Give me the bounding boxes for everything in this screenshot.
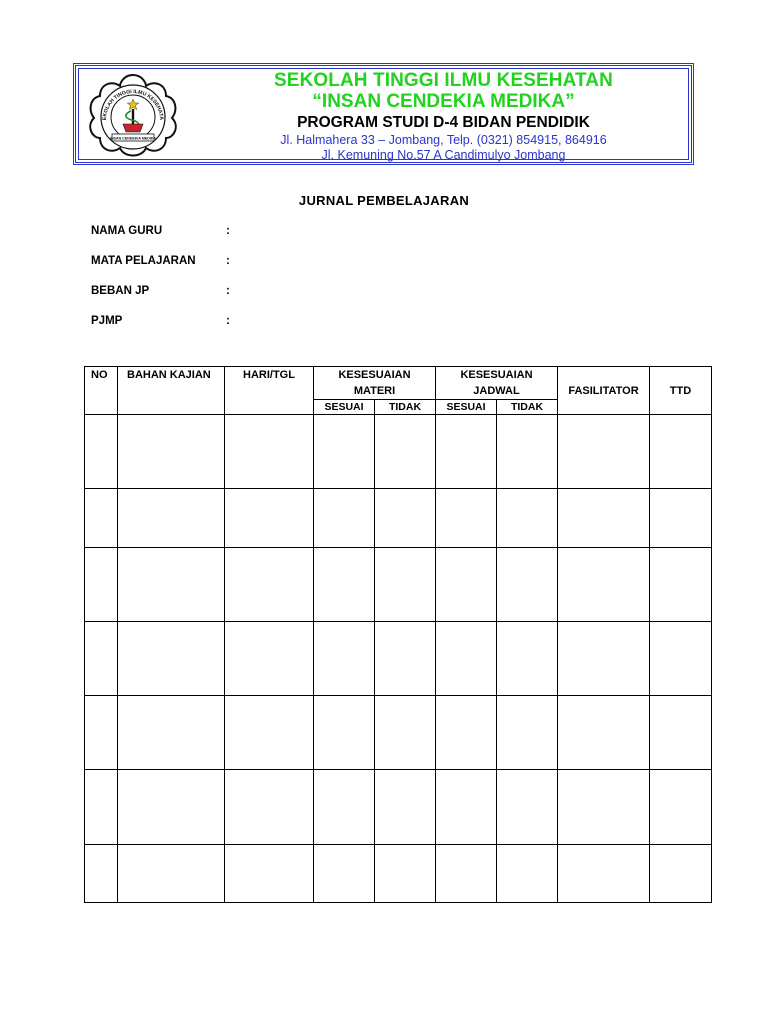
table-cell[interactable]: [436, 622, 497, 696]
table-cell[interactable]: [436, 770, 497, 845]
table-cell[interactable]: [375, 548, 436, 622]
field-label: MATA PELAJARAN: [91, 255, 196, 267]
table-cell[interactable]: [118, 415, 225, 489]
table-cell[interactable]: [436, 696, 497, 770]
table-cell[interactable]: [497, 489, 558, 548]
table-cell[interactable]: [118, 696, 225, 770]
table-cell[interactable]: [650, 770, 712, 845]
field-colon: :: [226, 255, 230, 267]
table-cell[interactable]: [497, 548, 558, 622]
table-row: [85, 415, 712, 489]
institution-logo: [88, 72, 178, 158]
table-cell[interactable]: [225, 415, 314, 489]
table-cell[interactable]: [85, 770, 118, 845]
table-cell[interactable]: [225, 770, 314, 845]
table-row: [85, 770, 712, 845]
logo-ring-text: EKOLAH TINGGI ILMU KESEHATA: [101, 88, 165, 121]
table-cell[interactable]: [497, 770, 558, 845]
table-cell[interactable]: [375, 696, 436, 770]
subheader-jadwal-tidak: TIDAK: [497, 400, 558, 415]
letterhead: [73, 63, 694, 165]
table-row: [85, 489, 712, 548]
table-cell[interactable]: [497, 845, 558, 903]
subheader-materi-sesuai: SESUAI: [314, 400, 375, 415]
program-name: PROGRAM STUDI D-4 BIDAN PENDIDIK: [297, 114, 590, 131]
table-cell[interactable]: [436, 845, 497, 903]
col-header-no: NO: [85, 367, 118, 415]
table-cell[interactable]: [558, 415, 650, 489]
table-cell[interactable]: [85, 489, 118, 548]
table-cell[interactable]: [225, 548, 314, 622]
field-colon: :: [226, 315, 230, 327]
field-colon: :: [226, 225, 230, 237]
table-cell[interactable]: [118, 622, 225, 696]
col-header-kesesuaian-jadwal: [436, 367, 558, 400]
table-cell[interactable]: [118, 845, 225, 903]
table-cell[interactable]: [85, 415, 118, 489]
col-header-fasilitator: FASILITATOR: [558, 367, 650, 415]
table-cell[interactable]: [375, 622, 436, 696]
table-header-row: [85, 367, 712, 400]
table-cell[interactable]: [558, 548, 650, 622]
table-cell[interactable]: [436, 489, 497, 548]
table-cell[interactable]: [497, 696, 558, 770]
table-cell[interactable]: [375, 489, 436, 548]
header-line: JADWAL: [473, 385, 520, 397]
table-cell[interactable]: [314, 415, 375, 489]
field-label: PJMP: [91, 315, 123, 327]
table-cell[interactable]: [650, 845, 712, 903]
col-header-kesesuaian-materi: [314, 367, 436, 400]
table-cell[interactable]: [225, 489, 314, 548]
institution-title: SEKOLAH TINGGI ILMU KESEHATAN: [274, 70, 613, 91]
col-header-bahan-kajian: BAHAN KAJIAN: [118, 367, 225, 415]
table-cell[interactable]: [314, 696, 375, 770]
institution-name: “INSAN CENDEKIA MEDIKA”: [312, 91, 575, 112]
table-cell[interactable]: [558, 845, 650, 903]
table-cell[interactable]: [314, 845, 375, 903]
table-row: [85, 622, 712, 696]
table-cell[interactable]: [375, 845, 436, 903]
table-row: [85, 548, 712, 622]
subheader-materi-tidak: TIDAK: [375, 400, 436, 415]
header-line: KESESUAIAN: [338, 369, 411, 381]
table-cell[interactable]: [497, 415, 558, 489]
table-row: [85, 845, 712, 903]
logo-banner-text: INSAN CENDEKIA MEDIKA: [110, 136, 156, 141]
table-cell[interactable]: [650, 696, 712, 770]
header-line: KESESUAIAN: [460, 369, 533, 381]
table-cell[interactable]: [650, 548, 712, 622]
table-cell[interactable]: [436, 548, 497, 622]
table-cell[interactable]: [558, 489, 650, 548]
journal-table: [84, 366, 712, 903]
table-cell[interactable]: [85, 696, 118, 770]
table-cell[interactable]: [118, 770, 225, 845]
header-line: MATERI: [353, 385, 396, 397]
field-colon: :: [226, 285, 230, 297]
table-body: [85, 415, 712, 903]
field-label: NAMA GURU: [91, 225, 163, 237]
table-cell[interactable]: [558, 622, 650, 696]
table-cell[interactable]: [314, 622, 375, 696]
table-cell[interactable]: [85, 548, 118, 622]
table-cell[interactable]: [497, 622, 558, 696]
table-cell[interactable]: [314, 489, 375, 548]
table-cell[interactable]: [314, 770, 375, 845]
table-cell[interactable]: [650, 622, 712, 696]
col-header-hari-tgl: HARI/TGL: [225, 367, 314, 415]
field-label: BEBAN JP: [91, 285, 150, 297]
document-title: JURNAL PEMBELAJARAN: [298, 193, 470, 208]
table-cell[interactable]: [118, 548, 225, 622]
table-cell[interactable]: [314, 548, 375, 622]
table-cell[interactable]: [558, 696, 650, 770]
table-cell[interactable]: [118, 489, 225, 548]
letterhead-text: [196, 70, 691, 163]
table-cell[interactable]: [375, 770, 436, 845]
address-line-2: Jl. Kemuning No.57 A Candimulyo Jombang: [321, 148, 566, 162]
table-cell[interactable]: [85, 845, 118, 903]
table-cell[interactable]: [225, 845, 314, 903]
subheader-jadwal-sesuai: SESUAI: [436, 400, 497, 415]
table-row: [85, 696, 712, 770]
table-cell[interactable]: [650, 489, 712, 548]
table-cell[interactable]: [650, 415, 712, 489]
col-header-ttd: TTD: [650, 367, 712, 415]
table-cell[interactable]: [436, 415, 497, 489]
table-cell[interactable]: [85, 622, 118, 696]
table-cell[interactable]: [558, 770, 650, 845]
table-cell[interactable]: [375, 415, 436, 489]
table-cell[interactable]: [225, 622, 314, 696]
table-cell[interactable]: [225, 696, 314, 770]
address-line-1: Jl. Halmahera 33 – Jombang, Telp. (0321) 854915, 864916: [280, 133, 607, 147]
